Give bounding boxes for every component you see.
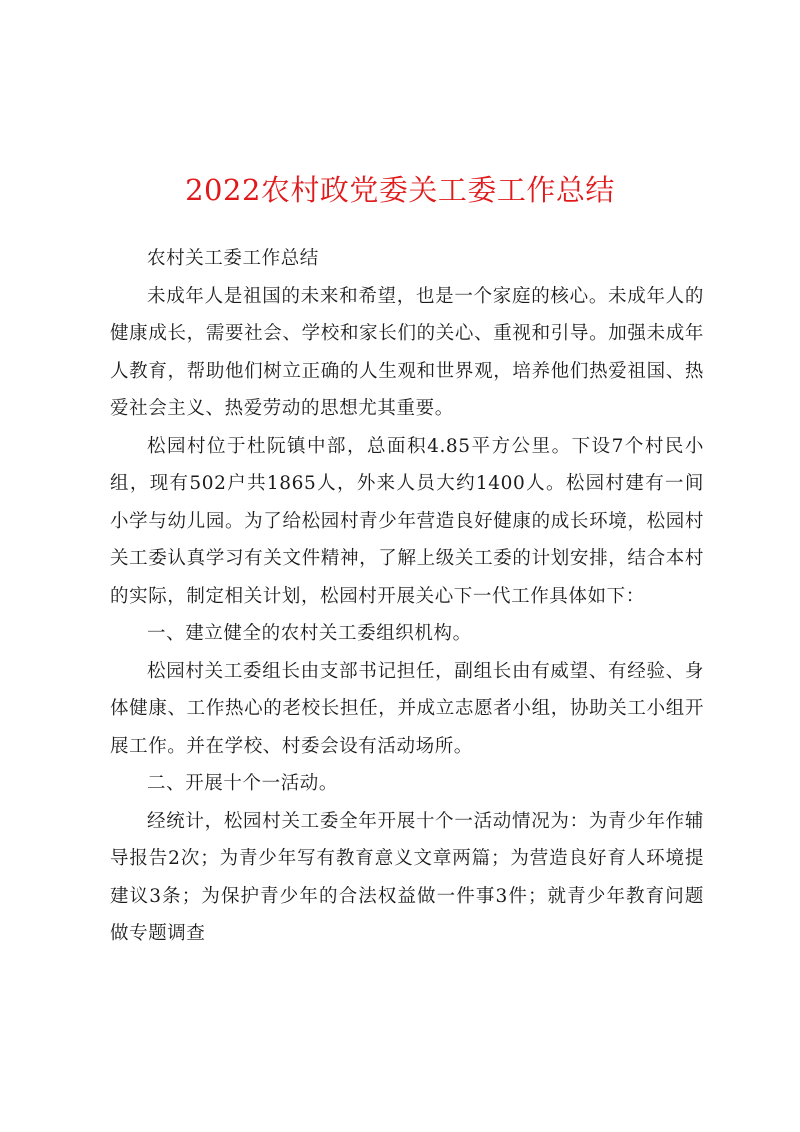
paragraph-activities: 经统计，松园村关工委全年开展十个一活动情况为：为青少年作辅导报告2次；为青少年写有教育意义文章两篇；为营造良好育人环境提建议3条；为保护青少年的合法权益做一件事3件；就青少年教育问题做专题调查 (110, 810, 704, 944)
paragraph-intro: 未成年人是祖国的未来和希望，也是一个家庭的核心。未成年人的健康成长，需要社会、学校和家长们的关心、重视和引导。加强未成年人教育，帮助他们树立正确的人生观和世界观，培养他们热爱祖国、热爱社会主义、热爱劳动的思想尤其重要。 (110, 285, 704, 419)
section-heading-2: 二、开展十个一活动。 (147, 773, 339, 794)
section-heading-1: 一、建立健全的农村关工委组织机构。 (147, 623, 472, 644)
paragraph-village-overview: 松园村位于杜阮镇中部，总面积4.85平方公里。下设7个村民小组，现有502户共1865人，外来人员大约1400人。松园村建有一间小学与幼儿园。为了给松园村青少年营造良好健康的成长环境，松园村关工委认真学习有关文件精神，了解上级关工委的计划安排，结合本村的实际，制定相关计划，松园村开展关心下一代工作具体如下： (110, 435, 704, 607)
document-body (110, 240, 704, 953)
paragraph-subtitle: 农村关工委工作总结 (147, 248, 319, 269)
document-title: 2022农村政党委关工委工作总结 (185, 173, 615, 207)
paragraph-organization: 松园村关工委组长由支部书记担任，副组长由有威望、有经验、身体健康、工作热心的老校长担任，并成立志愿者小组，协助关工小组开展工作。并在学校、村委会设有活动场所。 (110, 660, 704, 757)
